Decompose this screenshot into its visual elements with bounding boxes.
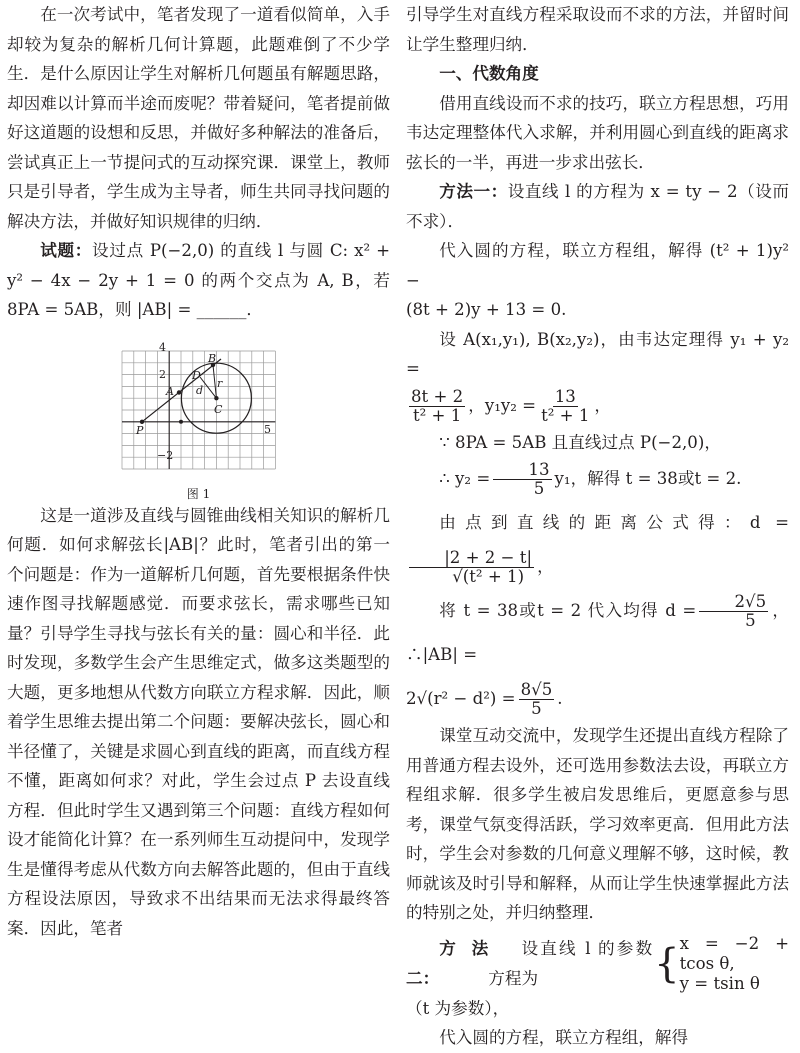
label-B: B (208, 351, 217, 365)
method1-line2: 代入圆的方程，联立方程组，解得 (t² + 1)y² − (406, 241, 789, 290)
last-line: 代入圆的方程，联立方程组，解得 (439, 1028, 689, 1047)
method1-solve-t: ∴ y₂ = $\frac{13}{5}$ y₁，解得 t = 38或t = 2. (439, 460, 742, 498)
analysis-paragraph: 这是一道涉及直线与圆锥曲线相关知识的解析几何题．如何求解弦长|AB|？此时，笔者引出的第一个问题是：作为一道解析几何题，首先要根据条件快速作图寻找解题感觉．而要求弦长，需求哪些已知量？引导学生寻找与弦长有关的量：圆心和半径．此时发现，多数学生会产生思维定式，做多这类题型的大题，更多地想从代数方向联立方程求解．因此，顺着学生思维去提出第二个问题：要解决弦长，圆心和半径懂了，关键是求圆心到直线的距离，而直线方程不懂，距离如何求？对此，学生会过点 P 去设直线方程．但此时学生又遇到第三个问题：直线方程如何设才能简化计算？在一系列师生互动提问中，发现学生是懂得考虑从代数方向去解答此题的，但由于直线方程设法原因，导致求不出结果而无法求得最终答案．因此，笔者 (7, 505, 390, 938)
frac-product: $\frac{13}{\text{t² + 1}}$ (541, 386, 590, 425)
tick-yneg2: −2 (157, 448, 174, 462)
method1-vieta: $\frac{8t + 2}{\text{t² + 1}}$ ，y₁y₂ = $\frac{13}{\text{t² + 1}}$ ， (411, 386, 612, 425)
frac-distance: $\frac{|2 + 2 - t|}{\text{√(t² + 1)}}$ (409, 549, 534, 586)
figure-1 (7, 329, 390, 487)
label-P: P (136, 423, 144, 437)
method2-label: 方法二： (406, 939, 489, 988)
left-column (7, 0, 390, 943)
method1-label: 方法一： (439, 182, 508, 201)
label-D: D (192, 368, 201, 382)
tick-y2: 2 (159, 367, 166, 381)
method1-line4: 设 A(x₁,y₁), B(x₂,y₂)，由韦达定理得 y₁ + y₂ = (406, 329, 789, 378)
param-note: （t 为参数）， (406, 998, 510, 1018)
method1-condition: ∵ 8PA = 5AB 且直线过点 P(−2,0)， (439, 432, 721, 452)
label-C: C (214, 402, 223, 416)
coordinate-figure (7, 329, 390, 487)
discussion-paragraph: 课堂互动交流中，发现学生还提出直线方程除了用普通方程去设外，还可选用参数法去设，再联立方程组求解．很多学生被启发思维后，更愿意参与思考，课堂气氛变得活跃，学习效率更高．但用此方法时，学生会对参数的几何意义理解不够，这时候，教师就该及时引导和解释，从而让学生快速掌握此方法的特别之处，并归纳整理． (406, 726, 789, 922)
method2-statement (406, 934, 789, 994)
point-C (214, 396, 218, 400)
right-column (406, 0, 789, 1053)
frac-sum: $\frac{8t + 2}{\text{t² + 1}}$ (411, 386, 464, 425)
method2-text: 设直线 l 的参数方程为 (488, 939, 653, 988)
frac-ab-value: $\frac{8√5}{5}$ (520, 680, 553, 718)
method1-substitute: 将 t = 38或t = 2 代入均得 d = $\frac{2√5}{5}$ ，∴|AB| = (406, 592, 789, 664)
method1-text: 设直线 l 的方程为 x = ty − 2（设而不求）． (406, 182, 790, 231)
tick-x5: 5 (264, 422, 271, 436)
problem-label: 试题： (40, 241, 93, 260)
problem-statement (7, 236, 390, 325)
line-l (142, 359, 221, 422)
section-heading: 一、代数角度 (439, 64, 539, 83)
radius-r (213, 365, 216, 398)
method1-statement (406, 177, 789, 236)
param-system: { x = −2 + tcos θ, y = tsin θ (654, 933, 789, 993)
continued-paragraph: 引导学生对直线方程采取设而不求的方法，并留时间让学生整理归纳． (406, 5, 789, 54)
intro-paragraph: 在一次考试中，笔者发现了一道看似简单，入手却较为复杂的解析几何计算题，此题难倒了不少学生．是什么原因让学生对解析几何题虽有解题思路，却因难以计算而半途而废呢？带着疑问，笔者提前做好这道题的设想和反思，并做好多种解法的准备后，尝试真正上一节提问式的互动探究课．课堂上，教师只是引导者，学生成为主导者，师生共同寻找问题的解决方法，并做好知识规律的归纳． (7, 5, 390, 231)
figure-caption: 图 1 (186, 486, 211, 501)
label-A: A (166, 384, 174, 398)
frac-d-value: $\frac{2√5}{5}$ (699, 593, 768, 630)
label-d: d (196, 383, 204, 397)
method1-line3: (8t + 2)y + 13 = 0. (406, 300, 567, 319)
param-eq-x: x = −2 + tcos θ, (679, 933, 789, 973)
method1-distance: 由点到直线的距离公式得：d = $\frac{|2 + 2 - t|}{\text{√(t² + 1)}}$ ， (406, 501, 789, 589)
point-A (177, 390, 181, 394)
tick-y4: 4 (159, 340, 166, 354)
label-r: r (217, 376, 223, 390)
param-eq-y: y = tsin θ (679, 973, 760, 993)
frac-13-5: $\frac{13}{5}$ (493, 461, 551, 498)
approach-paragraph: 借用直线设而不求的技巧，联立方程思想，巧用韦达定理整体代入求解，并利用圆心到直线的距离求弦长的一半，再进一步求出弦长． (406, 93, 789, 172)
problem-text: 设过点 P(−2,0) 的直线 l 与圆 C: x² + y² − 4x − 2y + 1 = 0 的两个交点为 A, B，若 8PA = 5AB，则 |AB| = ______． (7, 241, 390, 319)
tangent-point (179, 419, 183, 423)
method1-result: 2√(r² − d²) = $\frac{8√5}{5}$ . (406, 680, 563, 718)
